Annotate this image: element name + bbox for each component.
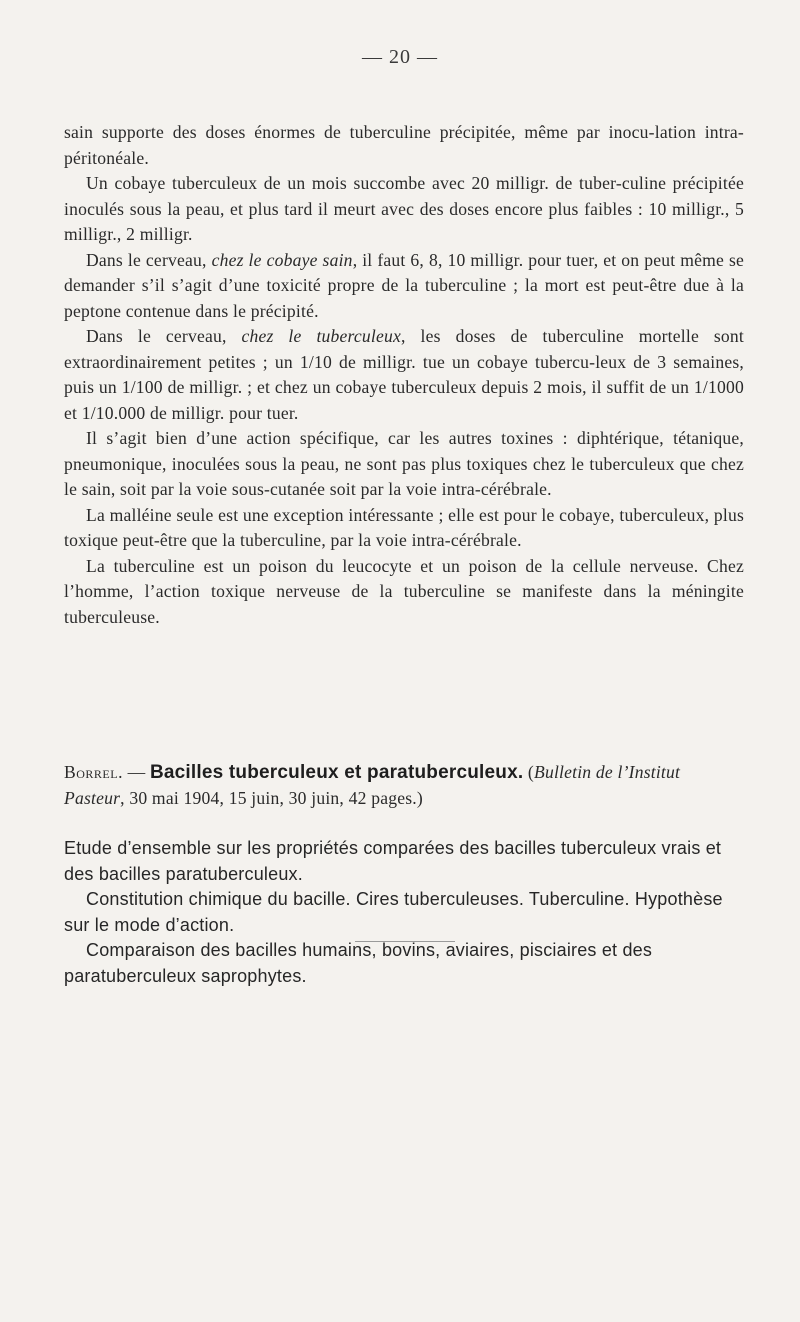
body-text	[64, 120, 744, 630]
paragraph-4-rest: , les doses de tuberculine mortelle sont extraordinairement petites ; un 1/10 de milligr. tue un cobaye tubercu-leux de 3 semaines, puis un 1/100 de milligr. ; et chez un cobaye tuberculeux depuis 2 mois, il suffit de un 1/1000 et 1/10.000 de milligr. pour tuer.	[64, 326, 744, 423]
summary-line-2: Constitution chimique du bacille. Cires tuberculeuses. Tuberculine. Hypothèse sur le mode d’action.	[64, 889, 723, 935]
page-number: — 20 —	[362, 46, 438, 68]
paragraph-6: La malléine seule est une exception intéressante ; elle est pour le cobaye, tuberculeux, plus toxique peut-être que la tuberculine, par la voie intra-cérébrale.	[64, 504, 744, 550]
citation-details: , 30 mai 1904, 15 juin, 30 juin, 42 pages.)	[120, 787, 423, 808]
paragraph-7: La tuberculine est un poison du leucocyte et un poison de la cellule nerveuse. Chez l’homme, l’action toxique nerveuse de la tuberculine se manifeste dans la méningite tuberculeuse.	[64, 555, 744, 627]
citation-title: Bacilles tuberculeux et paratuberculeux.	[149, 762, 524, 783]
citation-paren: (	[523, 762, 534, 782]
paragraph-3-lead: Dans le cerveau,	[86, 249, 212, 270]
paragraph-3	[64, 248, 744, 325]
summary-line-3: Comparaison des bacilles humains, bovins, aviaires, pisciaires et des paratuberculeux saprophytes.	[64, 940, 653, 986]
citation-author: Borrel.	[64, 762, 123, 782]
end-rule-divider	[355, 941, 455, 942]
citation-dash: —	[122, 762, 150, 782]
paragraph-4	[64, 324, 744, 426]
summary-block	[64, 836, 744, 989]
summary-line-1: Etude d’ensemble sur les propriétés comparées des bacilles tuberculeux vrais et des bacilles paratuberculeux.	[64, 838, 722, 884]
citation-line	[64, 760, 744, 811]
paragraph-5: Il s’agit bien d’une action spécifique, car les autres toxines : diphtérique, tétanique, pneumonique, inoculées sous la peau, ne sont pas plus toxiques chez le tuberculeux que chez le sain, soit par la voie sous-cutanée soit par la voie intra-cérébrale.	[64, 428, 744, 499]
paragraph-1: sain supporte des doses énormes de tuberculine précipitée, même par inocu-lation intra-péritonéale.	[64, 122, 744, 168]
paragraph-2: Un cobaye tuberculeux de un mois succombe avec 20 milligr. de tuber-culine précipitée inoculés sous la peau, et plus tard il meurt avec des doses encore plus faibles : 10 milligr., 5 milligr., 2 milligr.	[64, 173, 744, 244]
paragraph-4-italic: chez le tuberculeux	[241, 326, 402, 346]
paragraph-3-italic: chez le cobaye sain	[211, 249, 353, 270]
paragraph-4-lead: Dans le cerveau,	[86, 326, 242, 346]
paragraph-3-rest: , il faut 6, 8, 10 milligr. pour tuer, et on peut même se demander s’il s’agit d’une toxicité propre de la tuberculine ; la mort est peut-être due à la peptone contenue dans le précipité.	[64, 249, 745, 321]
citation-source: Bulletin de l’Institut Pasteur	[64, 762, 681, 808]
bibliographic-citation	[64, 760, 744, 811]
